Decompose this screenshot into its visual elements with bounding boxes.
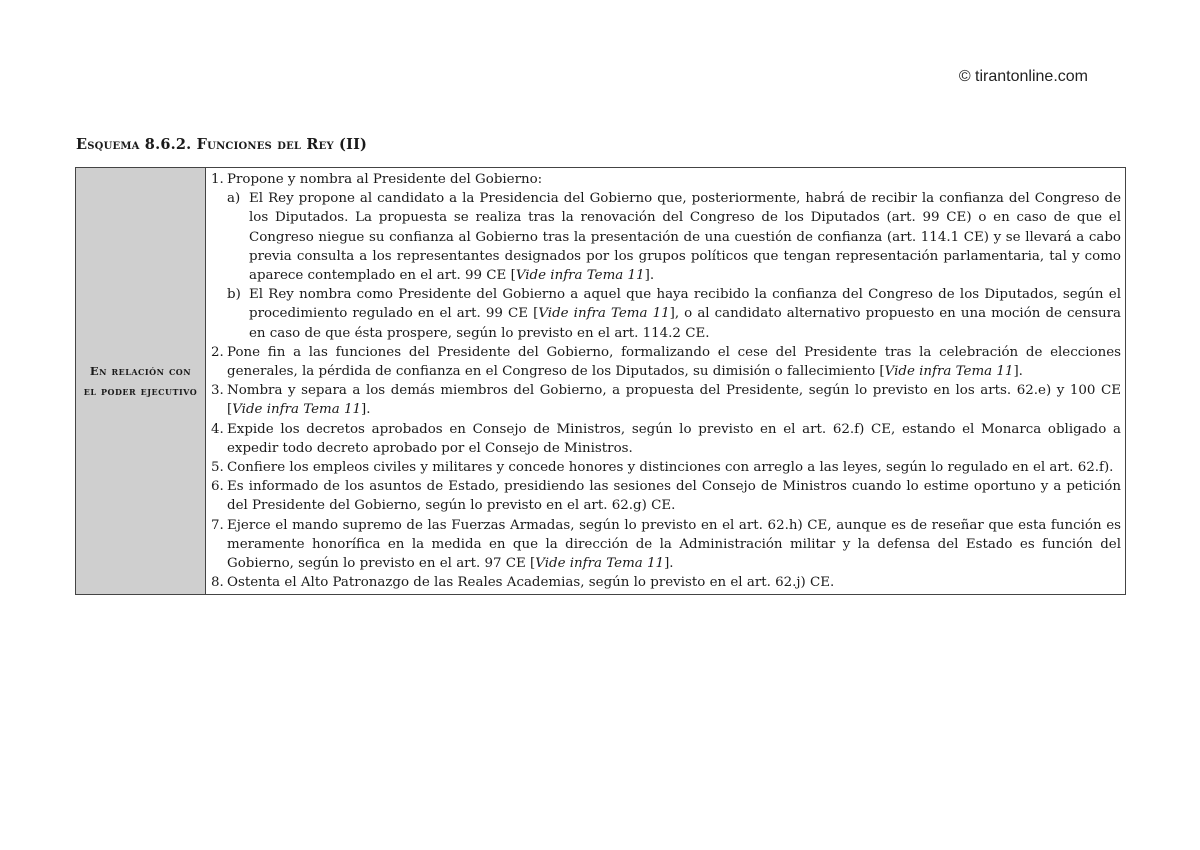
item-number: 3. [211, 383, 224, 399]
cross-reference: Vide infra Tema 11 [515, 268, 645, 284]
item-number: 7. [211, 517, 224, 533]
item-number: 4. [211, 421, 224, 437]
section-label: En relación con el poder ejecutivo [83, 364, 198, 399]
item-text: Expide los decretos aprobados en Consejo de Ministros, según lo previsto en el art. 62.f) CE, estando el Monarca obligado a expedir todo decreto aprobado por el Consejo de Ministros. [227, 421, 1121, 456]
item-text: Nombra y separa a los demás miembros del Gobierno, a propuesta del Presidente, según lo previsto en los arts. 62.e) y 100 CE [ [227, 383, 1121, 418]
item-text: Pone fin a las funciones del Presidente del Gobierno, formalizando el cese del Presidente tras la celebración de elecciones generales, la pérdida de confianza en el Congreso de los Diputados, su dimisión o fallecimiento [ [227, 344, 1121, 380]
item-text: Propone y nombra al Presidente del Gobierno: [227, 172, 543, 187]
item-text: Es informado de los asuntos de Estado, presidiendo las sesiones del Consejo de Ministros cuando lo estime oportuno y a petición del Presidente del Gobierno, según lo previsto en el art. 62.g) CE. [227, 479, 1121, 514]
item-number: 5. [211, 460, 224, 476]
list-item [211, 343, 1121, 381]
item-text: Ejerce el mando supremo de las Fuerzas Armadas, según lo previsto en el art. 62.h) CE, aunque es de reseñar que esta función es meramente honorífica en la medida en que la dirección de la Administración militar y la defensa del Estado es función del Gobierno, según lo previsto en el art. 97 CE [ [227, 517, 1121, 572]
sub-item-label: b) [227, 287, 241, 303]
item-tail: ]. [361, 402, 371, 418]
item-text: Confiere los empleos civiles y militares y concede honores y distinciones con arreglo a las leyes, según lo regulado en el art. 62.f). [227, 460, 1114, 476]
list-item [211, 573, 1121, 592]
cross-reference: Vide infra Tema 11 [535, 556, 665, 572]
schema-table [75, 167, 1126, 595]
cross-reference: Vide infra Tema 11 [538, 306, 670, 322]
schema-title: Esquema 8.6.2. Funciones del Rey (II) [76, 136, 368, 153]
cross-reference: Vide infra Tema 11 [884, 364, 1014, 380]
item-tail: ]. [664, 556, 674, 572]
item-number: 6. [211, 479, 224, 495]
section-label-cell [76, 168, 206, 595]
item-tail: ]. [1013, 364, 1023, 380]
list-item [211, 381, 1121, 419]
sub-item [227, 285, 1121, 343]
schema-row [76, 168, 1126, 595]
item-number: 8. [211, 575, 224, 591]
list-item [211, 458, 1121, 477]
list-item [211, 516, 1121, 574]
item-text: Ostenta el Alto Patronazgo de las Reales Academias, según lo previsto en el art. 62.j) CE. [227, 575, 835, 591]
copyright-notice: © tirantonline.com [958, 68, 1088, 85]
list-item [211, 420, 1121, 458]
content-cell [206, 168, 1126, 595]
sub-item-text: El Rey propone al candidato a la Presidencia del Gobierno que, posteriormente, habrá de recibir la confianza del Congreso de los Diputados. La propuesta se realiza tras la renovación del Congreso de los Diputados (art. 99 CE) o en caso de que el Congreso niegue su confianza al Gobierno tras la presentación de una cuestión de confianza (art. 114.1 CE) y se llevará a cabo previa consulta a los representantes designados por los grupos políticos que tengan representación parlamentaria, tal y como aparece contemplado en el art. 99 CE [ [249, 191, 1121, 284]
sub-item-text: El Rey nombra como Presidente del Gobierno a aquel que haya recibido la confianza del Congreso de los Diputados, según el procedimiento regulado en el art. 99 CE [ [249, 287, 1121, 322]
sub-item [227, 189, 1121, 285]
sub-item-tail: ], o al candidato alternativo propuesto en una moción de censura en caso de que ésta prospere, según lo previsto en el art. 114.2 CE. [249, 306, 1121, 341]
sub-item-tail: ]. [644, 268, 655, 284]
functions-list [211, 170, 1121, 592]
cross-reference: Vide infra Tema 11 [232, 402, 362, 418]
item-number: 1. [211, 172, 224, 187]
item-number: 2. [211, 344, 224, 360]
list-item [211, 170, 1121, 343]
sub-item-label: a) [227, 191, 241, 207]
list-item [211, 477, 1121, 515]
